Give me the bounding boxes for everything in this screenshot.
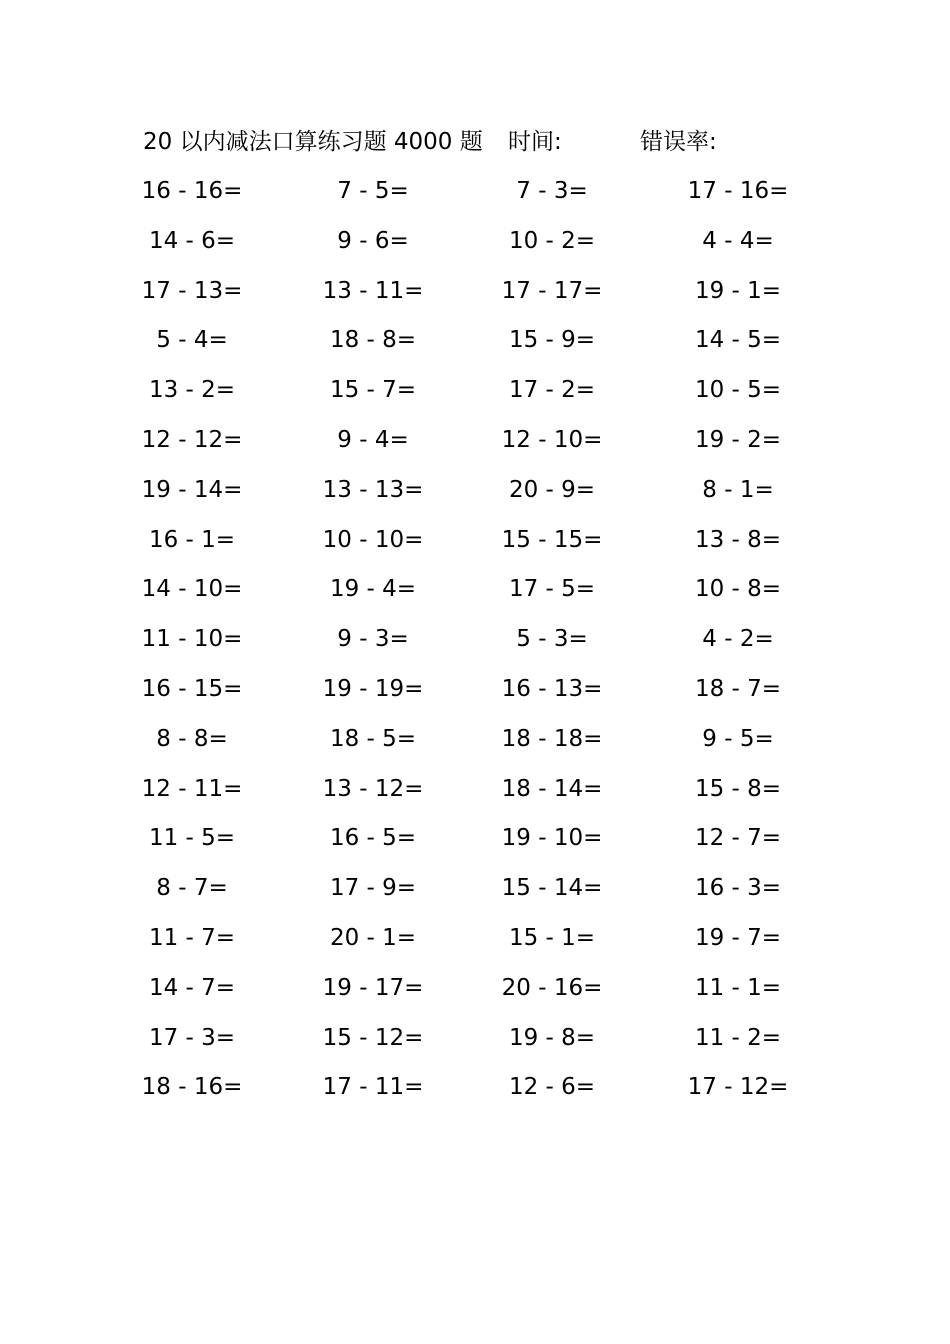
problem-item: 11 - 10= bbox=[141, 626, 243, 653]
problem-row bbox=[0, 621, 950, 671]
problem-item: 13 - 13= bbox=[322, 476, 424, 503]
problem-item: 16 - 3= bbox=[694, 875, 782, 902]
problem-item: 16 - 5= bbox=[329, 825, 417, 852]
problem-item: 16 - 1= bbox=[148, 526, 236, 553]
problem-item: 8 - 7= bbox=[156, 875, 228, 902]
problem-item: 11 - 5= bbox=[148, 825, 236, 852]
problem-item: 17 - 3= bbox=[148, 1024, 236, 1051]
worksheet-title: 20 以内减法口算练习题 4000 题 bbox=[143, 129, 483, 155]
problem-row bbox=[0, 820, 950, 870]
problem-item: 17 - 5= bbox=[508, 576, 596, 603]
problem-item: 16 - 13= bbox=[501, 675, 603, 702]
problem-item: 9 - 3= bbox=[337, 626, 409, 653]
time-label: 时间: bbox=[508, 129, 562, 155]
problem-item: 18 - 7= bbox=[694, 675, 782, 702]
problem-grid bbox=[0, 173, 950, 1119]
problem-item: 15 - 8= bbox=[694, 775, 782, 802]
problem-item: 5 - 4= bbox=[156, 327, 228, 354]
problem-item: 12 - 12= bbox=[141, 426, 243, 453]
problem-item: 13 - 2= bbox=[148, 377, 236, 404]
problem-item: 13 - 11= bbox=[322, 277, 424, 304]
problem-row bbox=[0, 671, 950, 721]
problem-item: 15 - 12= bbox=[322, 1024, 424, 1051]
problem-row bbox=[0, 472, 950, 522]
problem-row bbox=[0, 322, 950, 372]
problem-item: 18 - 18= bbox=[501, 725, 603, 752]
problem-item: 14 - 6= bbox=[148, 227, 236, 254]
problem-item: 17 - 16= bbox=[687, 178, 789, 204]
problem-item: 9 - 5= bbox=[702, 725, 774, 752]
problem-item: 12 - 7= bbox=[694, 825, 782, 852]
problem-item: 11 - 2= bbox=[694, 1024, 782, 1051]
problem-item: 17 - 9= bbox=[329, 875, 417, 902]
problem-item: 18 - 8= bbox=[329, 327, 417, 354]
problem-item: 19 - 8= bbox=[508, 1024, 596, 1051]
problem-item: 14 - 7= bbox=[148, 974, 236, 1001]
problem-item: 18 - 14= bbox=[501, 775, 603, 802]
problem-item: 11 - 1= bbox=[694, 974, 782, 1001]
problem-item: 14 - 5= bbox=[694, 327, 782, 354]
problem-item: 16 - 16= bbox=[141, 178, 243, 204]
problem-item: 4 - 4= bbox=[702, 227, 774, 254]
problem-item: 19 - 19= bbox=[322, 675, 424, 702]
problem-item: 18 - 16= bbox=[141, 1074, 243, 1101]
problem-item: 16 - 15= bbox=[141, 675, 243, 702]
problem-item: 19 - 7= bbox=[694, 924, 782, 951]
problem-item: 17 - 12= bbox=[687, 1074, 789, 1101]
problem-item: 10 - 8= bbox=[694, 576, 782, 603]
problem-item: 20 - 16= bbox=[501, 974, 603, 1001]
problem-row bbox=[0, 1020, 950, 1070]
problem-item: 15 - 14= bbox=[501, 875, 603, 902]
problem-item: 9 - 4= bbox=[337, 426, 409, 453]
problem-item: 7 - 3= bbox=[516, 178, 588, 204]
problem-item: 19 - 14= bbox=[141, 476, 243, 503]
problem-item: 14 - 10= bbox=[141, 576, 243, 603]
problem-row bbox=[0, 223, 950, 273]
problem-row bbox=[0, 771, 950, 821]
problem-item: 12 - 6= bbox=[508, 1074, 596, 1101]
problem-item: 4 - 2= bbox=[702, 626, 774, 653]
problem-item: 13 - 12= bbox=[322, 775, 424, 802]
problem-item: 15 - 15= bbox=[501, 526, 603, 553]
problem-row bbox=[0, 273, 950, 323]
problem-item: 8 - 8= bbox=[156, 725, 228, 752]
problem-item: 10 - 2= bbox=[508, 227, 596, 254]
problem-item: 12 - 11= bbox=[141, 775, 243, 802]
problem-item: 5 - 3= bbox=[516, 626, 588, 653]
error-rate-label: 错误率: bbox=[640, 129, 717, 155]
problem-item: 19 - 1= bbox=[694, 277, 782, 304]
problem-item: 17 - 13= bbox=[141, 277, 243, 304]
problem-row bbox=[0, 870, 950, 920]
problem-row bbox=[0, 721, 950, 771]
problem-item: 11 - 7= bbox=[148, 924, 236, 951]
problem-item: 10 - 5= bbox=[694, 377, 782, 404]
problem-item: 15 - 9= bbox=[508, 327, 596, 354]
problem-item: 19 - 10= bbox=[501, 825, 603, 852]
problem-row bbox=[0, 422, 950, 472]
problem-item: 7 - 5= bbox=[337, 178, 409, 204]
problem-item: 20 - 1= bbox=[329, 924, 417, 951]
problem-item: 8 - 1= bbox=[702, 476, 774, 503]
problem-item: 15 - 1= bbox=[508, 924, 596, 951]
problem-item: 10 - 10= bbox=[322, 526, 424, 553]
problem-item: 17 - 11= bbox=[322, 1074, 424, 1101]
problem-row bbox=[0, 372, 950, 422]
problem-row bbox=[0, 522, 950, 572]
problem-item: 13 - 8= bbox=[694, 526, 782, 553]
problem-item: 12 - 10= bbox=[501, 426, 603, 453]
problem-item: 17 - 17= bbox=[501, 277, 603, 304]
problem-item: 19 - 2= bbox=[694, 426, 782, 453]
problem-item: 19 - 17= bbox=[322, 974, 424, 1001]
problem-item: 20 - 9= bbox=[508, 476, 596, 503]
problem-item: 19 - 4= bbox=[329, 576, 417, 603]
problem-row bbox=[0, 173, 950, 223]
problem-row bbox=[0, 920, 950, 970]
problem-row bbox=[0, 571, 950, 621]
worksheet-header bbox=[143, 124, 843, 160]
problem-item: 15 - 7= bbox=[329, 377, 417, 404]
problem-row bbox=[0, 970, 950, 1020]
problem-item: 18 - 5= bbox=[329, 725, 417, 752]
problem-row bbox=[0, 1069, 950, 1119]
problem-item: 17 - 2= bbox=[508, 377, 596, 404]
problem-item: 9 - 6= bbox=[337, 227, 409, 254]
